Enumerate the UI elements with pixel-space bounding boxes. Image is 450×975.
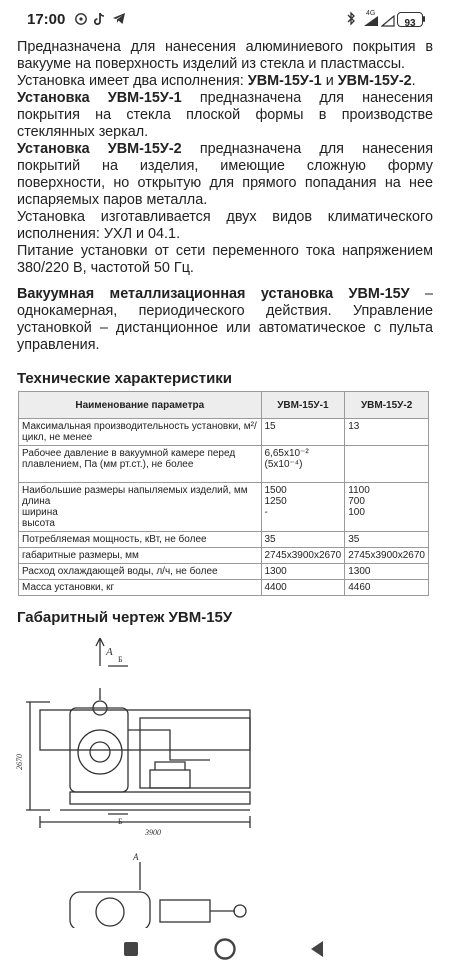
version1-label: Установка УВМ-15У-1 [17,90,182,106]
battery-level: 93 [404,18,416,29]
vacuum-label: Вакуумная металлизационная установка УВМ-15У [17,286,410,302]
version2-name: УВМ-15У-2 [337,73,412,89]
table-row [19,564,429,580]
label-a: A [106,646,113,658]
table-cell-name: Рабочее давление в вакуумной камере перед плавлением, Па (мм рт.ст.), не более [19,446,262,483]
table-cell-name: Наибольшие размеры напыляемых изделий, мм длина ширина высота [19,483,262,532]
label-b-2: Б [118,817,123,826]
table-cell-v2: 1300 [345,564,429,580]
label-a-2: A [133,852,139,862]
versions-prefix: Установка имеет два исполнения: [17,73,244,89]
versions-text: Установка имеет два исполнения: УВМ-15У-1 и УВМ-15У-2. [17,73,416,89]
signal-icon [363,15,379,27]
table-cell-v1: 6,65x10⁻² (5x10⁻⁴) [261,446,345,483]
frame-body [140,718,250,788]
table-cell-v1: 2745x3900x2670 [261,548,345,564]
table-cell-v1: 15 [261,419,345,446]
pinwheel-icon [75,13,87,25]
table-cell-name: Масса установки, кг [19,580,262,596]
table-row [19,446,429,483]
version2-label: Установка УВМ-15У-2 [17,141,182,157]
signal-icon-2 [381,15,395,27]
battery-indicator [397,12,423,27]
table-cell-name: Потребляемая мощность, кВт, не более [19,532,262,548]
table-cell-name: габаритные размеры, мм [19,548,262,564]
label-b: Б [118,655,123,664]
table-cell-v1: 35 [261,532,345,548]
table-row [19,580,429,596]
vacuum-paragraph [0,286,450,354]
dimension-drawing [0,630,450,928]
base-plate [70,792,250,804]
table-header-v2: УВМ-15У-2 [345,392,429,419]
table-cell-v2: 4460 [345,580,429,596]
version1-desc: предназначена для нанесения покрытия на стекла плоской формы в производстве стеклянных зеркал. [17,90,434,140]
network-type: 4G [366,10,376,17]
version1-name: УВМ-15У-1 [247,73,322,89]
recent-apps-button[interactable] [124,942,138,956]
chamber-door [78,730,122,774]
vacuum-desc: – однокамерная, периодического действия. Управление установкой – дистанционное или автоматическое с пульта управления. [17,286,434,353]
spec-table [18,391,429,596]
table-header-v1: УВМ-15У-1 [261,392,345,419]
version2-desc: предназначена для нанесения покрытий на изделия, имеющие сложную форму поверхности, но открытую для прямого попадания на нее испаряемых паров металла. [17,141,434,208]
power-text: Питание установки от сети переменного тока напряжением 380/220 В, частотой 50 Гц. [17,243,433,276]
table-cell-v2 [345,446,429,483]
status-bar [0,0,450,38]
spec-title: Технические характеристики [17,370,233,387]
home-button[interactable] [213,937,237,961]
dim-height-label: 2670 [15,754,24,770]
table-header-row [19,392,429,419]
table-cell-name: Максимальная производительность установки, м²/цикл, не менее [19,419,262,446]
bluetooth-icon [346,11,356,26]
versions-and: и [325,73,334,89]
table-cell-v1: 4400 [261,580,345,596]
table-row [19,483,429,532]
tiktok-icon [93,12,105,26]
version1-paragraph [0,90,450,141]
table-cell-v2: 1100 700 100 [345,483,429,532]
table-cell-v1: 1300 [261,564,345,580]
dim-width-label: 3900 [145,828,161,837]
table-row [19,532,429,548]
pump-unit [150,770,190,788]
table-row [19,548,429,564]
status-time: 17:00 [27,11,66,28]
table-cell-v2: 2745x3900x2670 [345,548,429,564]
article-content [0,38,450,928]
climate-text: Установка изготавливается двух видов климатического исполнения: УХЛ и 04.1. [17,209,433,242]
back-button[interactable] [309,940,325,958]
table-header-param: Наименование параметра [19,392,262,419]
table-cell-v2: 35 [345,532,429,548]
intro-text: Предназначена для нанесения алюминиевого покрытия в вакууме на поверхность изделий из стекла и пластмассы. [17,39,433,72]
table-cell-v2: 13 [345,419,429,446]
navigation-bar [0,928,450,975]
telegram-icon [112,12,126,25]
drawing-title: Габаритный чертеж УВМ-15У [17,609,233,626]
table-cell-name: Расход охлаждающей воды, л/ч, не более [19,564,262,580]
table-row [19,419,429,446]
version2-paragraph [0,141,450,209]
battery-tip [423,16,425,22]
table-cell-v1: 1500 1250 - [261,483,345,532]
